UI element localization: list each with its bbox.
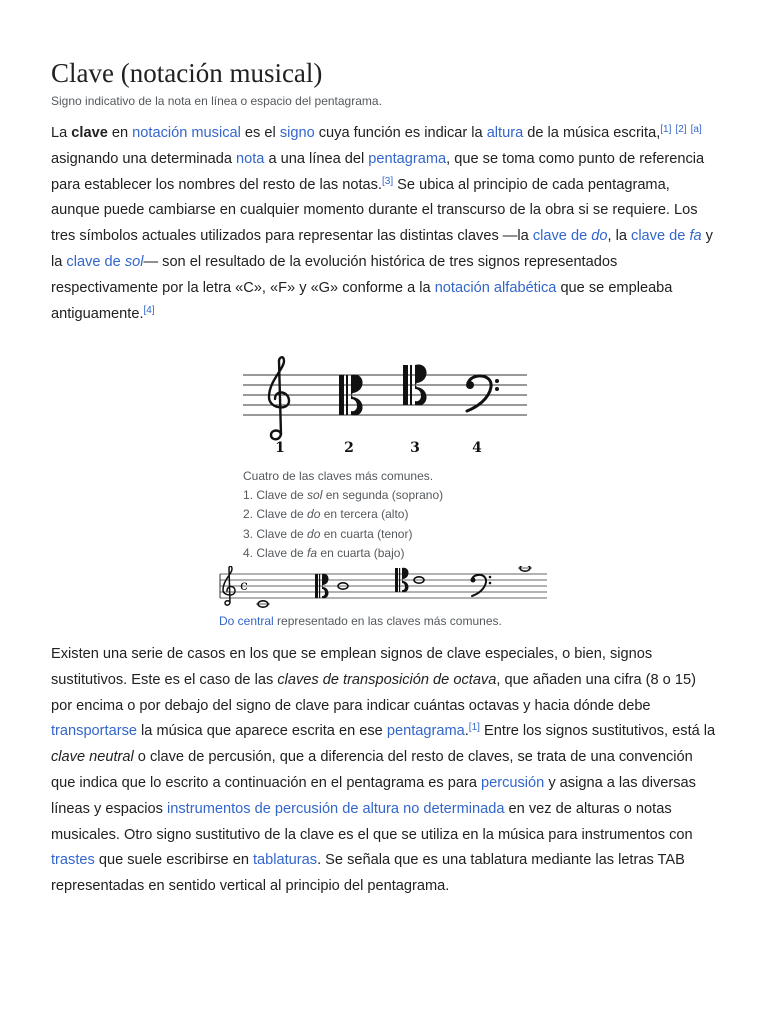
caption-em: do [307,507,321,522]
term-claves-transposicion: claves de transposición de octava [277,671,497,688]
caption-em: fa [307,545,318,560]
text: en [107,125,133,141]
text: o clave de percusión, que a diferencia del resto de claves, se trata de una convención que indica que lo escrito a continuación en el pentagrama es para [51,749,693,791]
text: cuya función es indicar la [314,125,487,141]
text: Se ubica al principio de cada pentagrama, aunque puede cambiarse en cualquier momento durante el transcurso de la obra si se requiere. Los tres símbolos actuales utilizados para representar las distintas claves —la [51,176,698,245]
text: Entre los signos sustitutivos, está la [483,723,716,740]
bass-clef-icon [471,575,492,596]
caption-text: representado en las claves más comunes. [273,614,502,628]
ref-2[interactable]: [2] [675,124,687,135]
caption-item [243,486,543,505]
page-title: Clave (notación musical) [51,58,323,88]
link-percusion[interactable]: percusión [481,774,545,791]
link-signo[interactable]: signo [279,125,315,141]
caption-item [243,544,543,563]
text: — son el resultado de la evolución histórica de tres signos representados respectivamente por la letra «C», «F» y «G» conforme a la [51,253,618,296]
clef-number: 3 [410,440,420,456]
link-instrumentos-percusion[interactable]: instrumentos de percusión de altura no determinada [167,800,505,817]
clefs-figure-caption [243,467,543,563]
link-text: clave de [532,228,592,245]
link-do-central[interactable]: Do central [219,614,274,628]
text: la música que aparece escrita en ese [136,723,387,740]
link-tablaturas[interactable]: tablaturas [252,852,318,869]
text: que suele escribirse en [94,852,253,869]
link-clave-de-do[interactable] [533,228,608,244]
text: . Se señala que es una tablatura mediante las letras TAB representadas en sentido vertical al principio del pentagrama. [51,852,685,895]
staff-lines [220,574,547,598]
link-text-em: do [591,228,608,245]
caption-item [243,505,543,524]
text: y asigna a las diversas líneas y espacios [51,774,696,817]
text: de la música escrita, [523,125,661,141]
link-altura[interactable]: altura [486,125,524,141]
clef-number: 1 [275,440,285,456]
caption-text: 2. Clave de [243,507,308,522]
middle-c-figure [219,566,549,612]
ref-4[interactable]: [4] [143,304,155,316]
link-clave-de-fa[interactable] [631,228,702,244]
clef-numbers [275,440,482,456]
clefs-figure [241,355,531,465]
clef-number: 4 [472,440,482,456]
text: y la [51,228,713,270]
treble-clef-icon [269,357,289,439]
clef-number: 2 [344,440,354,456]
caption-text: en cuarta (tenor) [320,526,413,541]
link-trastes[interactable]: trastes [51,852,95,869]
link-text: clave de [631,228,690,245]
bass-clef-icon [466,376,499,411]
text: Existen una serie de casos en los que se emplean signos de clave especiales, o bien, signos sustitutivos. Este es el caso de las [51,646,653,688]
paragraph-special-clefs [51,642,719,900]
caption-text: en tercera (alto) [320,507,409,522]
paragraph-intro [51,121,719,327]
link-clave-de-sol[interactable] [66,254,143,270]
text: . [464,723,469,740]
text: , que añaden una cifra (8 o 15) por encima o por debajo del signo de clave para indicar cuántas octavas y hacia dónde debe [51,671,696,714]
caption-text: 4. Clave de [243,545,308,560]
caption-em: do [307,526,321,541]
caption-text: 3. Clave de [243,526,308,541]
caption-text: 1. Clave de [243,488,308,503]
whole-note-icon [520,566,530,571]
time-signature: c [240,578,248,594]
text: en vez de alturas o notas musicales. Otro signo sustitutivo de la clave es el que se utiliza en la música para instrumentos con [51,800,693,843]
link-notacion-musical[interactable]: notación musical [132,125,241,141]
link-text: clave de [66,253,125,270]
text: asignando una determinada [51,150,236,167]
text: , que se toma como punto de referencia para establecer los nombres del resto de las notas. [51,150,705,193]
link-pentagrama-2[interactable]: pentagrama [386,723,465,740]
page-subtitle: Signo indicativo de la nota en línea o espacio del pentagrama. [51,94,382,108]
text: La [51,125,72,141]
ref-1b[interactable]: [1] [468,722,480,734]
link-text-em: fa [689,228,702,245]
text: que se empleaba antiguamente. [51,279,673,322]
term-clave: clave [71,125,108,141]
caption-item [243,525,543,544]
link-transportarse[interactable]: transportarse [51,723,137,740]
text: es el [240,125,280,141]
link-nota[interactable]: nota [236,150,265,167]
link-pentagrama[interactable]: pentagrama [368,150,447,167]
term-clave-neutral: clave neutral [51,749,134,766]
ref-3[interactable]: [3] [381,175,394,187]
caption-title: Cuatro de las claves más comunes. [243,469,434,483]
ref-1[interactable]: [1] [660,124,672,135]
caption-text: en segunda (soprano) [322,488,444,503]
text: a una línea del [264,150,369,167]
caption-text: en cuarta (bajo) [317,545,405,560]
caption-em: sol [307,488,323,503]
link-notacion-alfabetica[interactable]: notación alfabética [434,279,557,296]
link-text-em: sol [124,253,144,270]
middle-c-caption [219,614,502,628]
text: , la [607,228,632,245]
ref-a[interactable]: [a] [690,124,702,135]
